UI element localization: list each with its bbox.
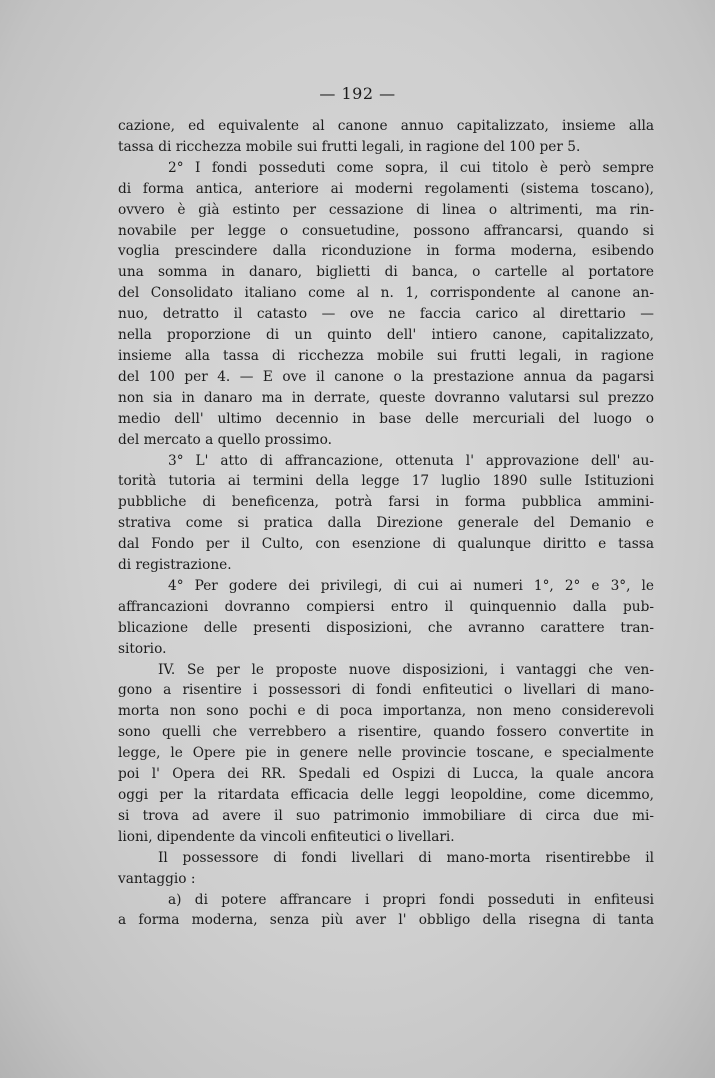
text-line: cazione, ed equivalente al canone annuo capitalizzato, insieme alla (118, 118, 654, 134)
text-line: si trova ad avere il suo patrimonio immobiliare di circa due mi- (118, 807, 654, 824)
text-line: blicazione delle presenti disposizioni, che avranno carattere tran- (118, 619, 654, 636)
text-line: 4° Per godere dei privilegi, di cui ai numeri 1°, 2° e 3°, le (168, 577, 654, 594)
text-line: 2° I fondi posseduti come sopra, il cui titolo è però sempre (168, 159, 654, 176)
text-line: del Consolidato italiano come al n. 1, corrispondente al canone an- (118, 285, 654, 302)
text-line: tassa di ricchezza mobile sui frutti legali, in ragione del 100 per 5. (118, 138, 581, 155)
text-line: a forma moderna, senza più aver l' obbligo della risegna di tanta (118, 912, 654, 929)
text-line: dal Fondo per il Culto, con esenzione di qualunque diritto e tassa (118, 536, 654, 553)
text-line: di forma antica, anteriore ai moderni regolamenti (sistema toscano), (118, 180, 654, 197)
text-line: affrancazioni dovranno compiersi entro il quinquennio dalla pub- (118, 598, 654, 615)
text-line: di registrazione. (118, 557, 232, 574)
text-line: legge, le Opere pie in genere nelle provincie toscane, e specialmente (118, 745, 654, 762)
text-line: vantaggio : (118, 870, 196, 887)
text-line: una somma in danaro, biglietti di banca, o cartelle al portatore (118, 264, 654, 281)
text-line: torità tutoria ai termini della legge 17 luglio 1890 sulle Istituzioni (118, 473, 654, 490)
text-line: non sia in danaro ma in derrate, queste dovranno valutarsi sul prezzo (118, 389, 654, 406)
text-line: nella proporzione di un quinto dell' intiero canone, capitalizzato, (118, 327, 654, 344)
text-line: sitorio. (118, 640, 167, 657)
text-line: poi l' Opera dei RR. Spedali ed Ospizi di Lucca, la quale ancora (118, 766, 654, 783)
text-line: del mercato a quello prossimo. (118, 431, 332, 448)
text-line: Il possessore di fondi livellari di mano-morta risentirebbe il (158, 849, 654, 866)
text-line: oggi per la ritardata efficacia delle leggi leopoldine, come dicemmo, (118, 787, 654, 803)
text-line: voglia prescindere dalla riconduzione in forma moderna, esibendo (118, 243, 654, 260)
text-line: ovvero è già estinto per cessazione di linea o altrimenti, ma rin- (118, 201, 654, 218)
text-line: insieme alla tassa di ricchezza mobile sui frutti legali, in ragione (118, 347, 654, 364)
page-number-header: — 192 — (319, 84, 396, 103)
text-line: 3° L' atto di affrancazione, ottenuta l' approvazione dell' au- (168, 452, 654, 469)
text-line: pubbliche di beneficenza, potrà farsi in forma pubblica ammini- (118, 494, 654, 511)
text-line: IV. Se per le proposte nuove disposizioni, i vantaggi che ven- (158, 661, 654, 678)
body-text (118, 116, 654, 931)
text-line: a) di potere affrancare i propri fondi posseduti in enfiteusi (168, 891, 654, 908)
text-line: novabile per legge o consuetudine, possono affrancarsi, quando si (118, 222, 654, 239)
text-line: morta non sono pochi e di poca importanza, non meno considerevoli (118, 703, 654, 720)
text-line: sono quelli che verrebbero a risentire, quando fossero convertite in (118, 724, 654, 741)
text-line: strativa come si pratica dalla Direzione generale del Demanio e (118, 515, 654, 532)
text-line: gono a risentire i possessori di fondi enfiteutici o livellari di mano- (118, 682, 654, 699)
text-line: nuo, detratto il catasto — ove ne faccia carico al direttario — (118, 306, 654, 323)
text-line: medio dell' ultimo decennio in base delle mercuriali del luogo o (118, 410, 654, 427)
text-line: lioni, dipendente da vincoli enfiteutici o livellari. (118, 828, 455, 845)
text-line: del 100 per 4. — E ove il canone o la prestazione annua da pagarsi (118, 368, 654, 385)
